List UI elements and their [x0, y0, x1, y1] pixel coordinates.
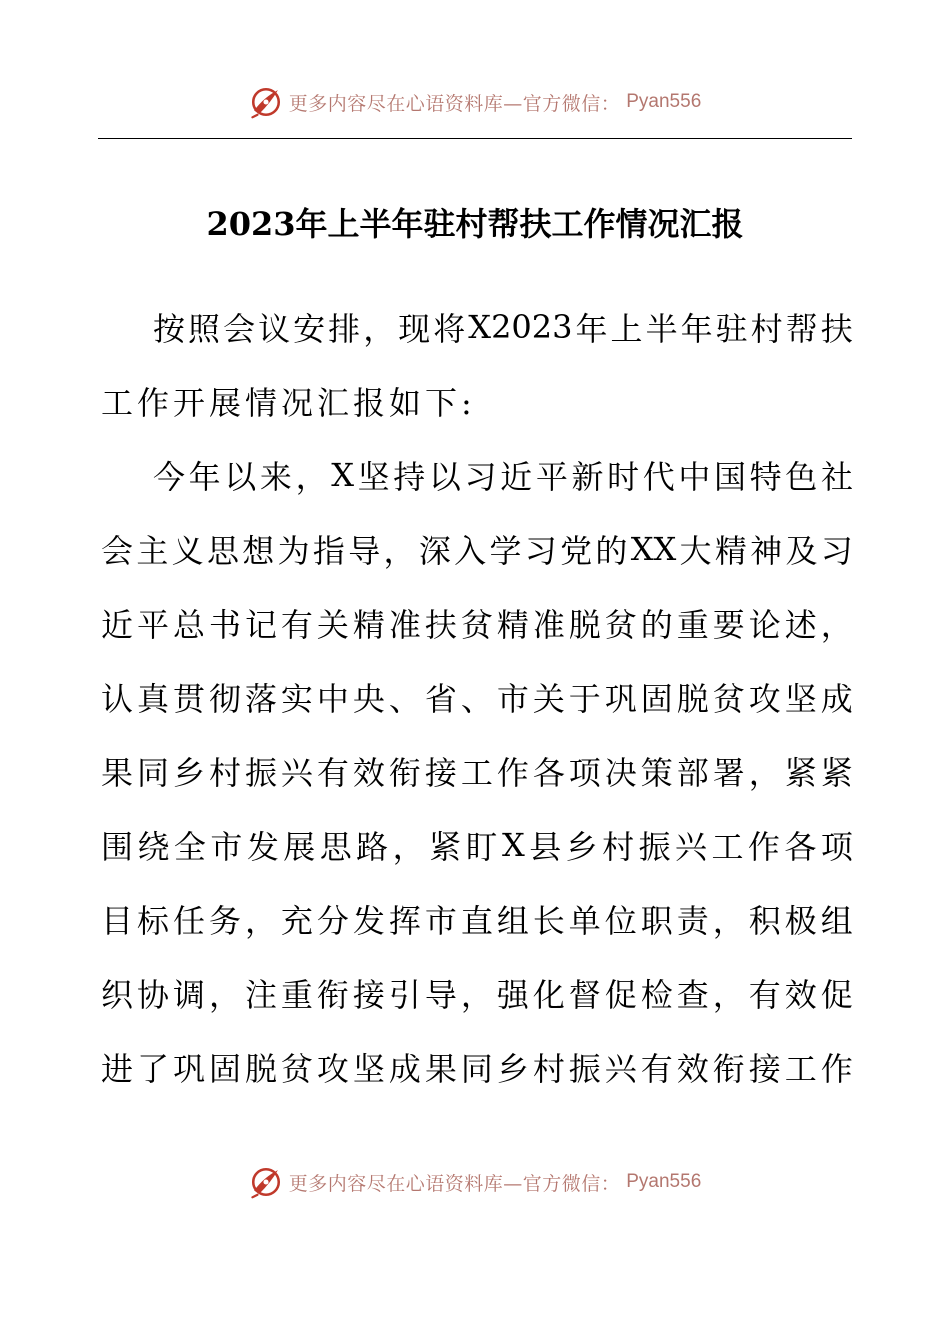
body-line: 会 主 义 思 想 为 指 导 ， 深 入 学 习 党 的 XX 大 精 神 及 习 — [101, 530, 853, 570]
document-title: 2023年上半年驻村帮扶工作情况汇报 — [206, 205, 744, 243]
body-line: 织 协 调 ， 注 重 衔 接 引 导 ， 强 化 督 促 检 查 ， 有 效 促 — [101, 976, 853, 1014]
pen-nib-logo-icon — [249, 1165, 283, 1199]
watermark-text: 更多内容尽在心语资料库—官方微信： — [288, 1172, 621, 1195]
header-watermark — [0, 82, 950, 122]
body-line: 工作开展情况汇报如下: — [101, 384, 476, 422]
body-line: 认 真 贯 彻 落 实 中 央 、 省 、 市 关 于 巩 固 脱 贫 攻 坚 成 — [101, 680, 853, 718]
body-line: 围 绕 全 市 发 展 思 路 ， 紧 盯 X 县 乡 村 振 兴 工 作 各 项 — [101, 826, 853, 866]
document-body — [101, 290, 853, 1104]
watermark-wechat-id: Pyan556 — [626, 91, 702, 112]
watermark-text: 更多内容尽在心语资料库—官方微信： — [288, 92, 621, 115]
watermark-wechat-id: Pyan556 — [626, 1171, 702, 1192]
body-line: 果 同 乡 村 振 兴 有 效 衔 接 工 作 各 项 决 策 部 署 ， 紧 紧 — [101, 754, 853, 792]
header-divider — [98, 138, 852, 139]
body-line: 按 照 会 议 安 排 ， 现 将 X2023 年 上 半 年 驻 村 帮 扶 — [153, 308, 853, 348]
body-line: 今 年 以 来 ， X 坚 持 以 习 近 平 新 时 代 中 国 特 色 社 — [153, 456, 853, 496]
body-line: 目 标 任 务 ， 充 分 发 挥 市 直 组 长 单 位 职 责 ， 积 极 组 — [101, 902, 853, 940]
pen-nib-logo-icon — [249, 85, 283, 119]
body-line: 近 平 总 书 记 有 关 精 准 扶 贫 精 准 脱 贫 的 重 要 论 述 ， — [101, 606, 853, 644]
body-line: 进 了 巩 固 脱 贫 攻 坚 成 果 同 乡 村 振 兴 有 效 衔 接 工 作 — [101, 1050, 853, 1088]
footer-watermark — [0, 1162, 950, 1202]
